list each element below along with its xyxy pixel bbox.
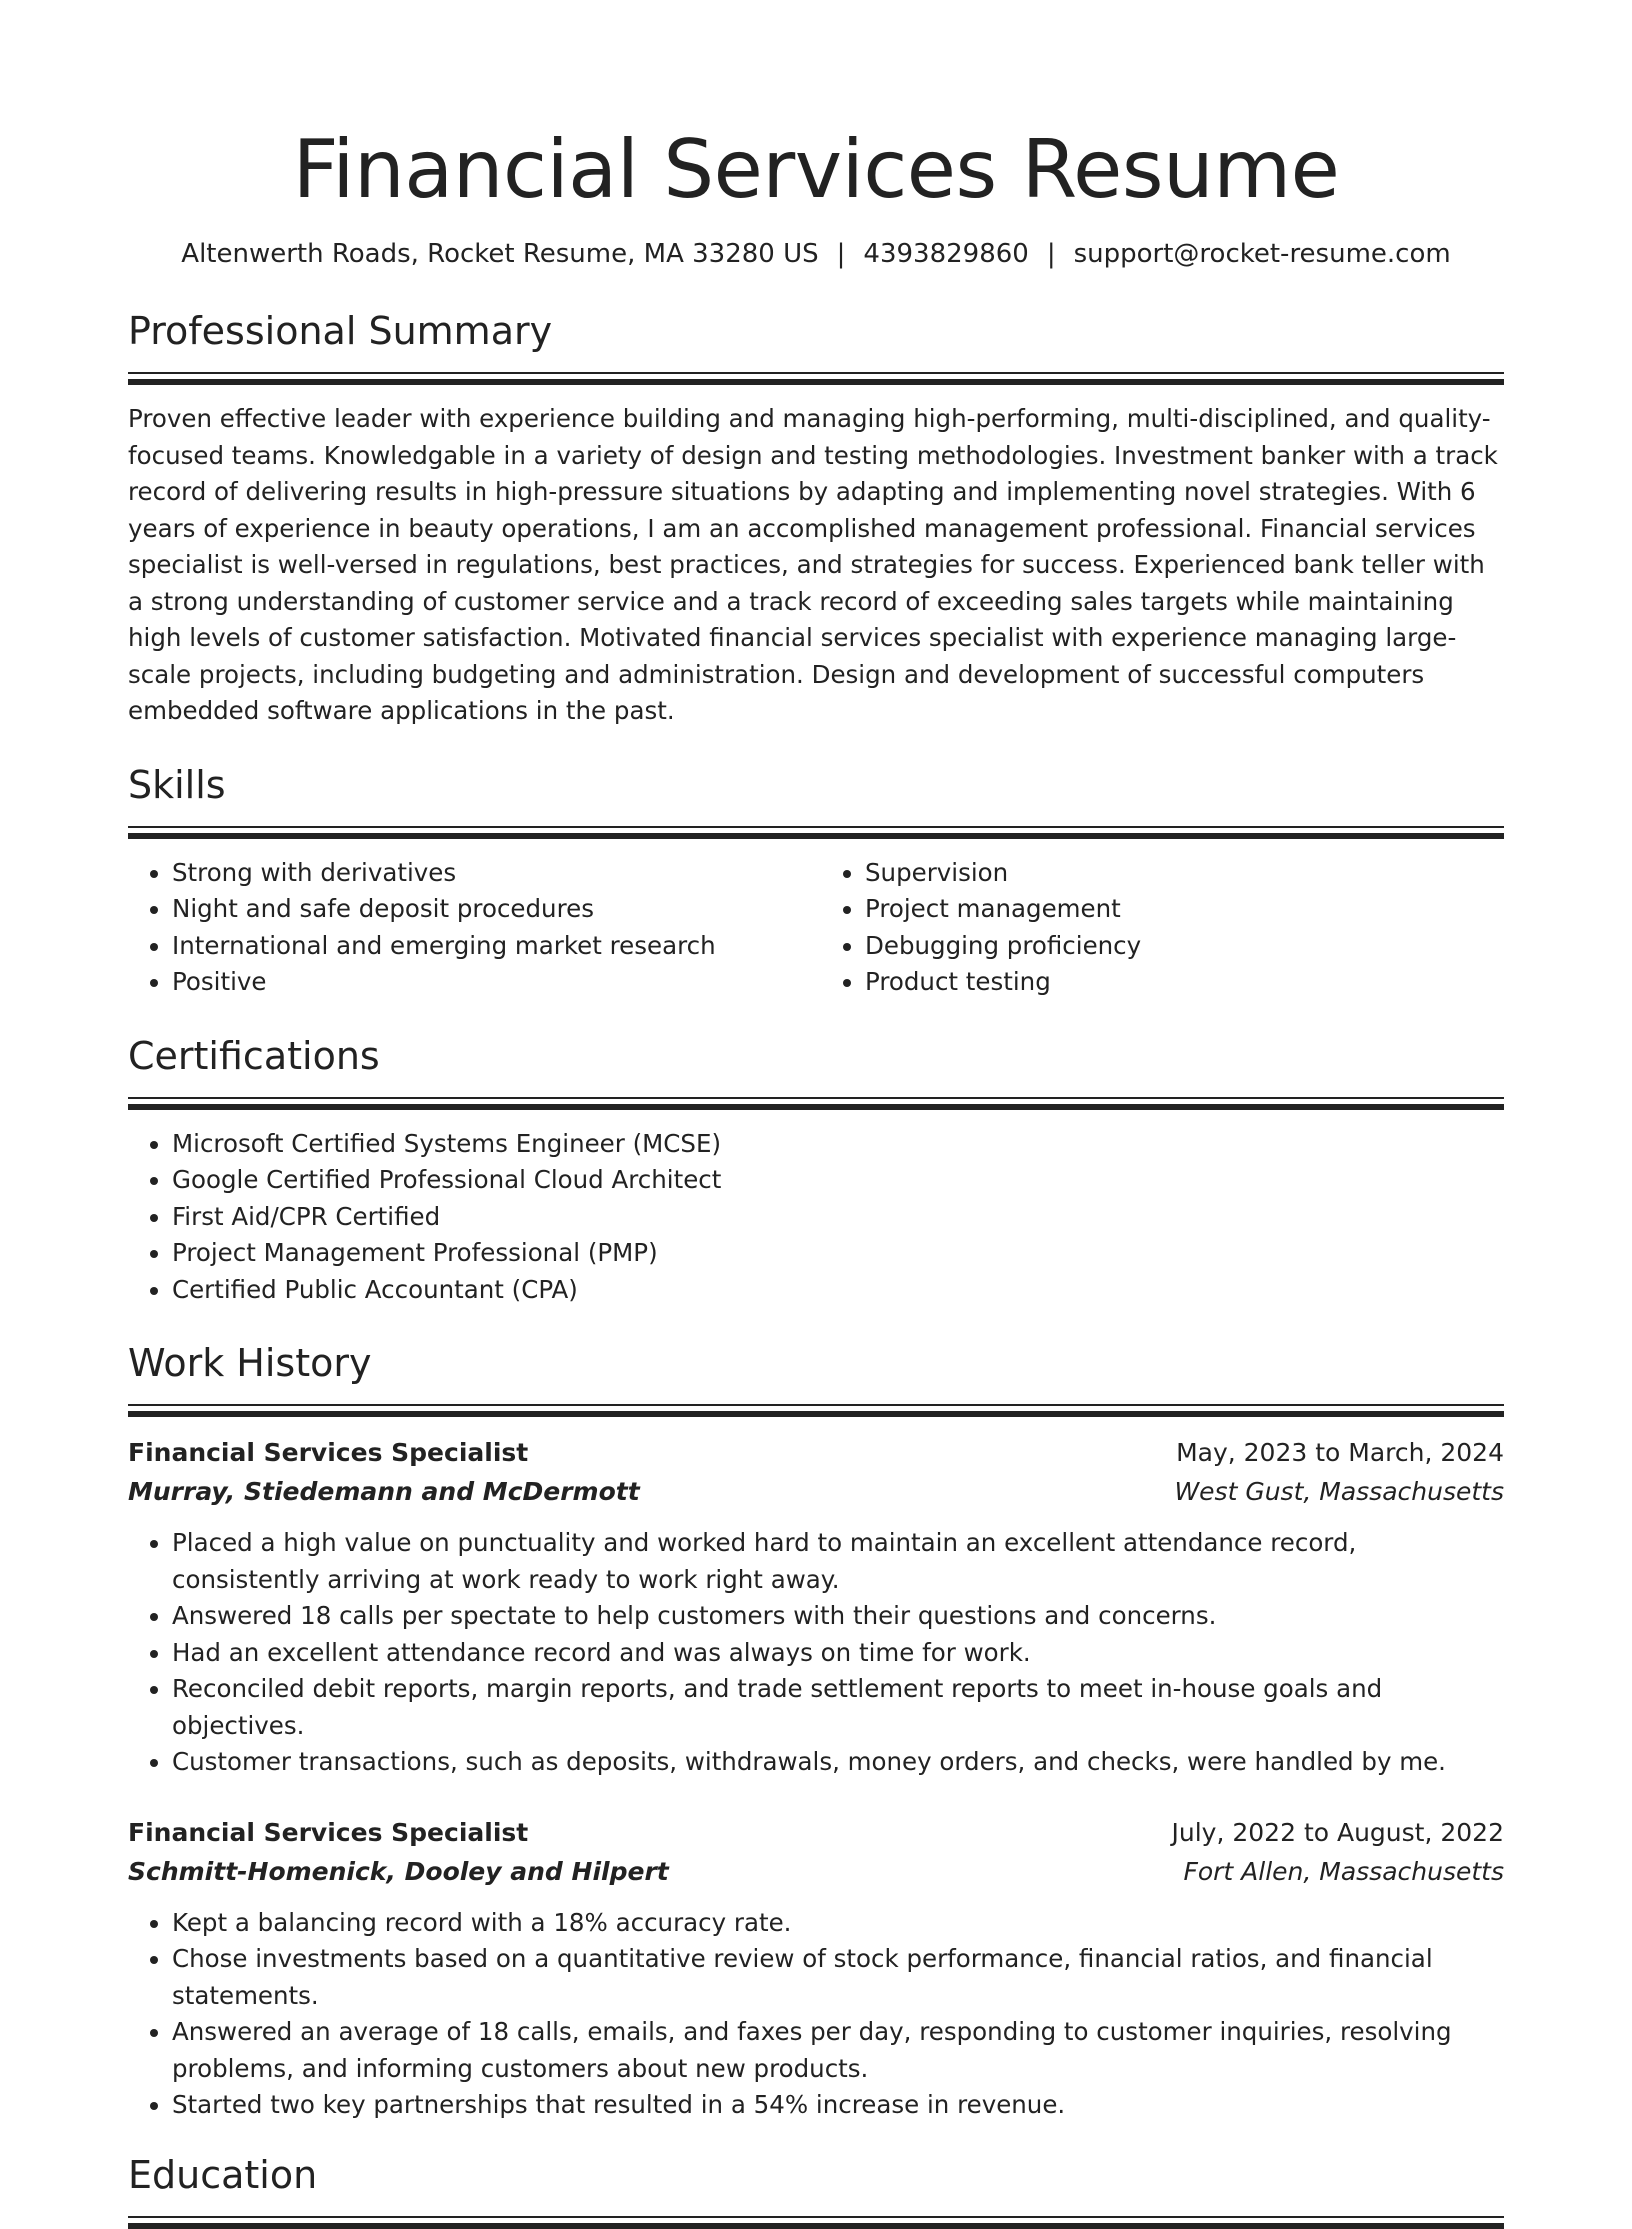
- certification-item: • Certified Public Accountant (CPA): [172, 1272, 1504, 1309]
- job-entry: [128, 1433, 1504, 1781]
- section-divider: [128, 826, 1504, 839]
- job-bullet: • Started two key partnerships that resulted in a 54% increase in revenue.: [172, 2087, 1504, 2124]
- skills-right-list: [816, 855, 1504, 1001]
- summary-heading: Professional Summary: [128, 309, 553, 353]
- job-title: Financial Services Specialist: [128, 1438, 529, 1467]
- section-divider: [128, 372, 1504, 385]
- certifications-section: [128, 1031, 1504, 1309]
- job-dates: July, 2022 to August, 2022: [1171, 1817, 1504, 1847]
- job-company-row: [128, 1852, 1504, 1891]
- job-bullet: • Had an excellent attendance record and was always on time for work.: [172, 1635, 1504, 1672]
- job-company: Schmitt-Homenick, Dooley and Hilpert: [128, 1856, 669, 1886]
- contact-email[interactable]: support@rocket-resume.com: [1073, 239, 1451, 269]
- skill-item: • Strong with derivatives: [172, 855, 816, 892]
- job-header-row: [128, 1813, 1504, 1852]
- skills-section: [128, 760, 1504, 1001]
- job-bullet: • Chose investments based on a quantitative review of stock performance, financial ratios, and financial statements.: [172, 1941, 1504, 2014]
- skills-heading: Skills: [128, 762, 226, 807]
- skills-right-column: [816, 855, 1504, 1001]
- job-title: Financial Services Specialist: [128, 1817, 529, 1847]
- job-location: West Gust, Massachusetts: [1174, 1477, 1504, 1506]
- contact-separator: |: [1046, 239, 1056, 269]
- work-history-heading: Work History: [128, 1341, 372, 1385]
- certification-item: • First Aid/CPR Certified: [172, 1199, 1504, 1236]
- section-divider: [128, 1404, 1504, 1417]
- job-bullet: • Placed a high value on punctuality and worked hard to maintain an excellent attendance record, consistently arriving at work ready to work right away.: [172, 1525, 1504, 1598]
- job-bullets: [128, 1525, 1504, 1781]
- certification-item: • Google Certified Professional Cloud Architect: [172, 1162, 1504, 1199]
- skill-item: • Positive: [172, 964, 816, 1001]
- skills-left-column: [128, 855, 816, 1001]
- contact-phone: 4393829860: [863, 239, 1029, 269]
- job-bullet: • Customer transactions, such as deposits, withdrawals, money orders, and checks, were handled by me.: [172, 1744, 1504, 1781]
- resume-title: Financial Services Resume: [292, 123, 1340, 216]
- certifications-list: [128, 1126, 1504, 1309]
- skill-item: • Debugging proficiency: [865, 928, 1504, 965]
- section-divider: [128, 1097, 1504, 1110]
- job-entry: [128, 1813, 1504, 2124]
- contact-separator: |: [836, 239, 846, 269]
- certification-item: • Project Management Professional (PMP): [172, 1235, 1504, 1272]
- summary-text: Proven effective leader with experience building and managing high-performing, multi-disciplined, and quality-focused teams. Knowledgable in a variety of design and testing methodologies. Investment banker with a track record of delivering results in high-pressure situations by adapting and implementing novel strategies. With 6 years of experience in beauty operations, I am an accomplished management professional. Financial services specialist is well-versed in regulations, best practices, and strategies for success. Experienced bank teller with a strong understanding of customer service and a track record of exceeding sales targets while maintaining high levels of customer satisfaction. Motivated financial services specialist with experience managing large-scale projects, including budgeting and administration. Design and development of successful computers embedded software applications in the past.: [128, 404, 1498, 725]
- section-divider: [128, 2216, 1504, 2229]
- job-dates: May, 2023 to March, 2024: [1176, 1438, 1504, 1467]
- job-bullet: • Answered an average of 18 calls, emails, and faxes per day, responding to customer inquiries, resolving problems, and informing customers about new products.: [172, 2014, 1504, 2087]
- job-bullet: • Reconciled debit reports, margin reports, and trade settlement reports to meet in-house goals and objectives.: [172, 1671, 1504, 1744]
- contact-line: [128, 236, 1504, 272]
- job-bullet: • Kept a balancing record with a 18% accuracy rate.: [172, 1905, 1504, 1942]
- skills-left-list: [128, 855, 816, 1001]
- job-bullets: [128, 1905, 1504, 2124]
- education-section: [128, 2150, 1504, 2229]
- skill-item: • Supervision: [865, 855, 1504, 892]
- summary-section: [128, 306, 1504, 730]
- education-heading: Education: [128, 2152, 318, 2197]
- certification-item: • Microsoft Certified Systems Engineer (MCSE): [172, 1126, 1504, 1163]
- skills-columns: [128, 855, 1504, 1001]
- skill-item: • International and emerging market research: [172, 928, 816, 965]
- skill-item: • Night and safe deposit procedures: [172, 891, 816, 928]
- work-history-section: [128, 1338, 1504, 2124]
- job-company: Murray, Stiedemann and McDermott: [128, 1477, 640, 1506]
- certifications-heading: Certifications: [128, 1033, 380, 1078]
- skill-item: • Project management: [865, 891, 1504, 928]
- job-company-row: [128, 1472, 1504, 1511]
- job-header-row: [128, 1433, 1504, 1472]
- contact-address: Altenwerth Roads, Rocket Resume, MA 33280 US: [181, 239, 819, 269]
- skill-item: • Product testing: [865, 964, 1504, 1001]
- job-location: Fort Allen, Massachusetts: [1183, 1856, 1504, 1886]
- job-bullet: • Answered 18 calls per spectate to help customers with their questions and concerns.: [172, 1598, 1504, 1635]
